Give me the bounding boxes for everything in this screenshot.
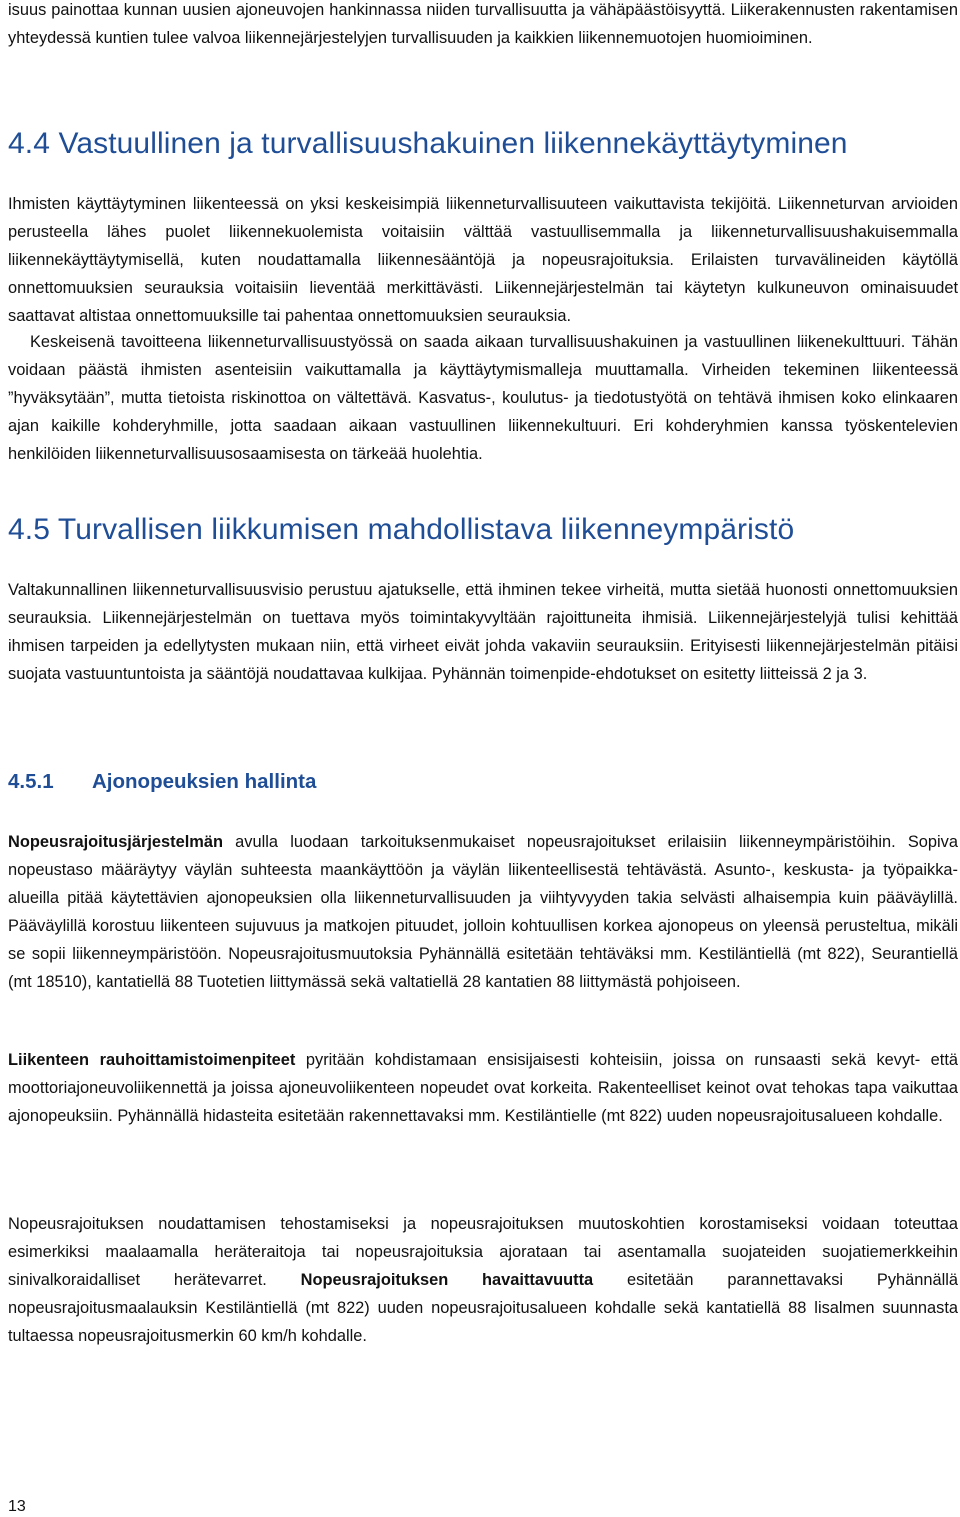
section-heading-4-5: 4.5 Turvallisen liikkumisen mahdollistava liikenneympäristö — [8, 513, 795, 546]
section-4-5-1-paragraph-3 — [8, 1210, 958, 1350]
bold-term-traffic-calming: Liikenteen rauhoittamistoimenpiteet — [8, 1051, 296, 1069]
bold-term-speed-limit-visibility: Nopeusrajoituksen havaittavuutta — [300, 1271, 594, 1290]
section-4-5-1-paragraph-1 — [8, 828, 958, 997]
intro-paragraph: isuus painottaa kunnan uusien ajoneuvojen hankinnassa niiden turvallisuutta ja vähäpäästöisyyttä. Liikerakennusten rakentamisen yhteydessä kuntien tulee valvoa liikennejärjestelyjen turvallisuuden ja kaikkien liikennemuotojen huomioiminen. — [8, 1, 958, 48]
bold-term-speed-limit-system: Nopeusrajoitusjärjestelmän — [8, 833, 223, 851]
subsection-number: 4.5.1 — [8, 770, 54, 793]
section-4-4-paragraph-2: Keskeisenä tavoitteena liikenneturvallisuustyössä on saada aikaan turvallisuushakuinen ja vastuullinen liikenekulttuuri. Tähän voidaan päästä ihmisten asenteisiin vaikuttamalla ja käyttäytymismalleja muuttamalla. Virheiden tekeminen liikenteessä ”hyväksytään”, mutta tietoista riskinottoa on vältettävä. Kasvatus-, koulutus- ja tiedotustyötä on tehtävä ihmisen koko elinkaaren ajan kaikille kohderyhmille, jotta saadaan aikaan vastuullinen liikennekultuuri. Eri kohderyhmien kanssa työskentelevien henkilöiden liikenneturvallisuusosaamisesta on tärkeää huolehtia. — [8, 333, 958, 464]
paragraph-text: Nopeusrajoituksen noudattamisen tehostamiseksi ja nopeusrajoituksen muutoskohtien korostamiseksi voidaan toteuttaa esimerkiksi maalaamalla heräteraitoja tai nopeusrajoituksia ajorataan tai asentamalla suojateiden suojatiemerkkeihin sinivalkoraidalliset herätevarret. — [8, 1215, 958, 1290]
subsection-heading-4-5-1 — [8, 768, 958, 796]
paragraph-text: pyritään kohdistamaan ensisijaisesti kohteisiin, joissa on runsaasti sekä kevyt- että moottoriajoneuvoliikennettä ja joissa ajoneuvoliikenteen nopeudet ovat korkeita. Rakenteelliset keinot ovat tehokas tapa vaikuttaa ajonopeuksiin. Pyhännällä hidasteita esitetään rakennettavaksi mm. Kestiläntielle (mt 822) uuden nopeusrajoitusalueen kohdalle. — [8, 1051, 959, 1126]
subsection-title: Ajonopeuksien hallinta — [92, 770, 317, 793]
section-4-5-1-paragraph-2 — [8, 1046, 958, 1130]
section-heading-4-4: 4.4 Vastuullinen ja turvallisuushakuinen liikennekäyttäytyminen — [8, 127, 848, 160]
paragraph-text: avulla luodaan tarkoituksenmukaiset nopeusrajoitukset erilaisiin liikenneympäristöihin. Sopiva nopeustaso määräytyy väylän suhteesta maankäyttöön ja väylän liikenteellisestä tehtävästä. Asunto-, keskusta- ja työpaikka-alueilla pitää käytettävien ajonopeuksien olla liikenneturvallisuuden ja viihtyvyyden takia selvästi alhaisempia kuin pääväylillä. Pääväylillä korostuu liikenteen sujuvuus ja matkojen pituudet, jolloin kohtuullisen korkea ajonopeus on yleensä perusteltua, mikäli se sopii liikenneympäristöön. Nopeusrajoitusmuutoksia Pyhännällä esitetään tehtäväksi mm. Kestiläntiellä (mt 822), Seurantiellä (mt 18510), kantatiellä 88 Tuotetien liittymässä sekä valtatiellä 28 kantatien 88 liittymästä pohjoiseen. — [8, 833, 958, 992]
page-number: 13 — [8, 1498, 26, 1515]
section-4-4-paragraph-1: Ihmisten käyttäytyminen liikenteessä on yksi keskeisimpiä liikenneturvallisuuteen vaikuttavista tekijöitä. Liikenneturvan arvioiden perusteella lähes puolet liikennekuolemista voitaisiin välttää vastuullisemmalla ja liikenneturvallisuushakuisemmalla liikennekäyttäytymisellä, kuten noudattamalla liikennesääntöjä ja nopeusrajoituksia. Erilaisten turvavälineiden käytöllä onnettomuuksien seurauksia voitaisiin lieventää merkittävästi. Liikennejärjestelmän tai käytetyn kulkuneuvon ominaisuudet saattavat altistaa onnettomuuksille tai pahentaa onnettomuuksien seurauksia. — [8, 195, 958, 326]
paragraph-text: esitetään parannettavaksi Pyhännällä nopeusrajoitusmaalauksin Kestiläntiellä (mt 822) uuden nopeusrajoitusalueen kohdalle sekä kantatiellä 88 lisalmen suunnasta tultaessa nopeusrajoitusmerkin 60 km/h kohdalle. — [8, 1271, 958, 1346]
section-4-5-paragraph-1: Valtakunnallinen liikenneturvallisuusvisio perustuu ajatukselle, että ihminen tekee virheitä, mutta sietää huonosti onnettomuuksien seurauksia. Liikennejärjestelmän on tuettava myös toimintakyvyltään rajoittuneita ihmisiä. Liikennejärjestelyjä tulisi kehittää ihmisen tarpeiden ja edellytysten mukaan niin, että virheet eivät johda vakaviin seurauksiin. Erityisesti liikennejärjestelmän pitäisi suojata vastuuntuntoista ja sääntöjä noudattavaa kulkijaa. Pyhännän toimenpide-ehdotukset on esitetty liitteissä 2 ja 3. — [8, 581, 958, 684]
